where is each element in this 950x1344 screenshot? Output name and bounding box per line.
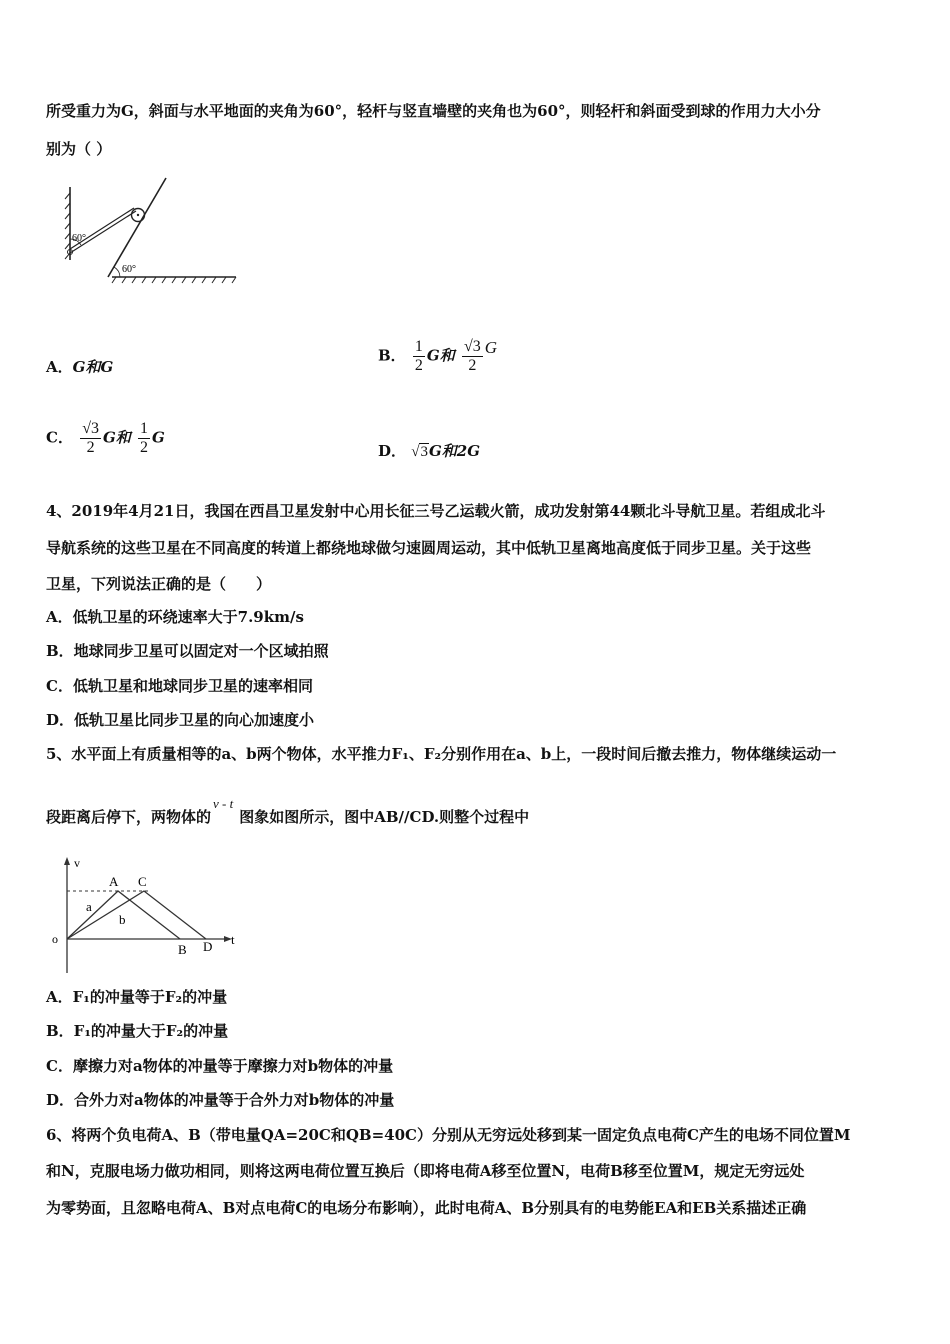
q5-axis-t-label: t	[231, 932, 235, 947]
q3-option-b-frac2-den: 2	[468, 357, 477, 374]
q3-stem-line2: 别为（ ）	[46, 140, 112, 158]
q3-option-b-frac1-den: 2	[414, 357, 423, 374]
q3-option-c-fraction-1	[80, 420, 101, 457]
q3-option-a-text: G和G	[72, 358, 114, 376]
q3-option-c-frac1-num: √3	[82, 420, 99, 437]
q4-option-c[interactable]: C．低轨卫星和地球同步卫星的速率相同	[46, 677, 313, 695]
q3-option-c[interactable]	[46, 420, 165, 457]
q3-wall-angle-label: 60°	[72, 233, 86, 244]
q3-option-a-label: A．	[46, 358, 73, 376]
q3-option-b-fraction-1	[413, 338, 425, 375]
q5-option-b[interactable]: B．F₁的冲量大于F₂的冲量	[46, 1022, 229, 1040]
q5-point-b-label: B	[178, 942, 187, 957]
q4-option-a[interactable]: A．低轨卫星的环绕速率大于7.9km/s	[46, 608, 304, 626]
q4-option-b[interactable]: B．地球同步卫星可以固定对一个区域拍照	[46, 642, 329, 660]
q3-option-c-mid: G和	[102, 428, 131, 447]
q3-option-c-frac2-den: 2	[140, 439, 149, 456]
q5-stem-line2-start: 段距离后停下，两物体的	[46, 808, 212, 826]
q5-stem-line2	[46, 796, 530, 829]
q5-stem-line2-end: 图象如图所示，图中AB//CD.则整个过程中	[239, 808, 530, 826]
q5-option-c[interactable]: C．摩擦力对a物体的冲量等于摩擦力对b物体的冲量	[46, 1057, 394, 1075]
q5-option-a[interactable]: A．F₁的冲量等于F₂的冲量	[46, 988, 228, 1006]
q5-line-a-label: a	[86, 899, 92, 914]
q3-option-b[interactable]	[378, 338, 497, 375]
q5-line-b-label: b	[119, 912, 126, 927]
q6-stem-line3: 为零势面，且忽略电荷A、B对点电荷C的电场分布影响），此时电荷A、B分别具有的电势能EA和EB关系描述正确	[46, 1199, 807, 1217]
q3-option-c-end: G	[152, 428, 165, 447]
q3-option-b-fraction-2	[462, 338, 483, 375]
q5-option-d[interactable]: D．合外力对a物体的冲量等于合外力对b物体的冲量	[46, 1091, 395, 1109]
q5-point-a-label: A	[109, 874, 119, 889]
q3-option-d-sqrt: √3	[411, 444, 428, 460]
q3-option-b-frac2-num: √3	[463, 338, 481, 355]
q3-option-d[interactable]	[378, 440, 480, 463]
q3-option-b-mid: G和	[426, 346, 455, 365]
q3-option-d-text: G和2G	[428, 442, 481, 460]
q3-option-d-label: D．	[378, 442, 407, 460]
q3-option-b-frac1-num: 1	[414, 338, 423, 355]
q4-option-d[interactable]: D．低轨卫星比同步卫星的向心加速度小	[46, 711, 315, 729]
q3-option-d-sqrt-radicand: 3	[420, 444, 428, 460]
q3-option-b-label: B．	[378, 346, 406, 365]
q3-stem-line1: 所受重力为G，斜面与水平地面的夹角为60°，轻杆与竖直墙壁的夹角也为60°，则轻杆和斜面受到球的作用力大小分	[46, 102, 821, 120]
q5-stem-line1: 5、水平面上有质量相等的a、b两个物体，水平推力F₁、F₂分别作用在a、b上，一段时间后撤去推力，物体继续运动一	[46, 745, 837, 763]
q6-stem-line2: 和N，克服电场力做功相同，则将这两电荷位置互换后（即将电荷A移至位置N，电荷B移至位置M，规定无穷远处	[46, 1162, 805, 1180]
q3-option-b-end: G	[484, 337, 498, 357]
q4-stem-line3: 卫星，下列说法正确的是（ ）	[46, 575, 272, 593]
q6-stem-line1: 6、将两个负电荷A、B（带电量QA=20C和QB=40C）分别从无穷远处移到某一固定负点电荷C产生的电场不同位置M	[46, 1126, 851, 1144]
q4-stem-line1: 4、2019年4月21日，我国在西昌卫星发射中心用长征三号乙运载火箭，成功发射第44颗北斗导航卫星。若组成北斗	[46, 502, 826, 520]
q3-slope-angle-label: 60°	[122, 264, 136, 275]
q5-point-d-label: D	[203, 939, 213, 954]
q3-option-c-frac2-num: 1	[140, 420, 149, 437]
q3-option-a[interactable]	[46, 356, 113, 378]
q3-figure	[60, 175, 245, 285]
q3-option-c-label: C．	[46, 428, 73, 447]
q5-origin-label: o	[52, 932, 58, 946]
q3-option-c-frac1-den: 2	[86, 439, 95, 456]
q5-vt-graph	[48, 855, 248, 980]
q5-point-c-label: C	[138, 874, 147, 889]
q3-option-c-fraction-2	[138, 420, 150, 457]
q5-axis-v-label: v	[74, 856, 80, 870]
q4-stem-line2: 导航系统的这些卫星在不同高度的转道上都绕地球做匀速圆周运动，其中低轨卫星离地高度低于同步卫星。关于这些	[46, 539, 812, 557]
q5-vt-symbol: v - t	[213, 796, 234, 811]
